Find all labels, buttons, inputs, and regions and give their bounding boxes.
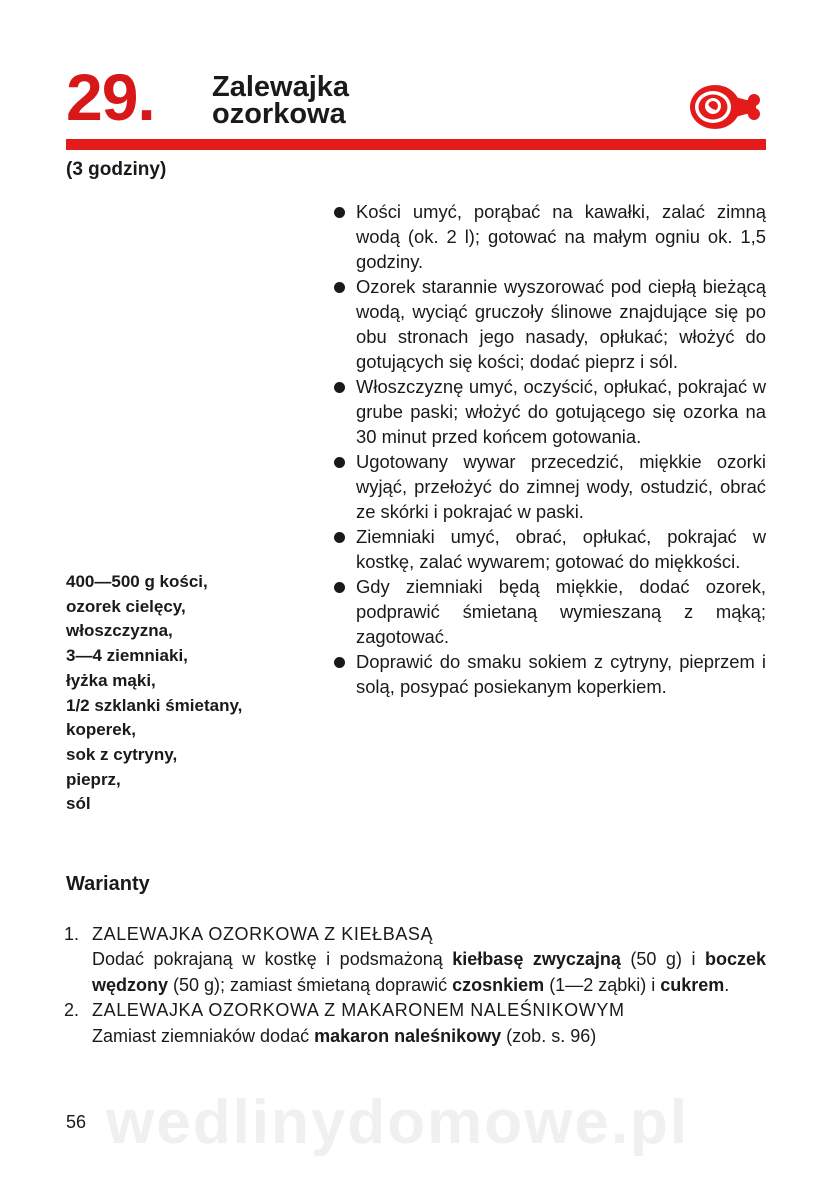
ingredient: pieprz, — [66, 769, 121, 789]
ingredient: 1/2 szklanki śmietany, — [66, 695, 243, 715]
recipe-title-line-1: Zalewajka — [212, 71, 350, 103]
ingredient: włoszczyzna, — [66, 621, 173, 641]
ingredient: 400—500 g kości, — [66, 572, 208, 591]
header-red-rule — [66, 139, 766, 150]
ingredient: sól — [66, 794, 91, 814]
variant-text: Zamiast ziemniaków dodać — [92, 1025, 315, 1046]
variant-text: (1—2 ząbki) i — [544, 974, 661, 995]
step-text: Gdy ziemniaki będą miękkie, dodać ozorek, podprawić śmietaną wymieszaną z mąką; zagotować. — [356, 576, 766, 647]
meat-leg-icon — [688, 80, 766, 132]
preparation-steps — [334, 199, 766, 699]
variant-number: 1. — [64, 924, 80, 944]
variant-text: Dodać pokrajaną w kostkę i podsmażoną — [92, 949, 453, 970]
step-text: Ziemniaki umyć, obrać, opłukać, pokrajać w kostkę, zalać wywarem; gotować do miękkości. — [356, 526, 766, 572]
step-item — [334, 649, 766, 699]
step-text: Ugotowany wywar przecedzić, miękkie ozorki wyjąć, przełożyć do zimnej wody, ostudzić, obrać ze skórki i pokrajać w paski. — [356, 451, 766, 522]
step-text: Włoszczyznę umyć, oczyścić, opłukać, pokrajać w grube paski; włożyć do gotującego się ozorka na 30 minut przed końcem gotowania. — [356, 376, 766, 447]
ingredient: sok z cytryny, — [66, 744, 178, 764]
variant-item — [64, 998, 766, 1049]
watermark: wedlinydomowe.pl — [106, 1088, 690, 1157]
variant-highlight: kiełbasę zwyczajną — [452, 949, 621, 970]
variant-text: (zob. s. 96) — [501, 1025, 597, 1046]
ingredients-list — [66, 570, 326, 817]
step-item — [334, 449, 766, 524]
variant-title: ZALEWAJKA OZORKOWA Z MAKARONEM NALEŚNIKOWYM — [92, 1000, 625, 1021]
ingredient: 3—4 ziemniaki, — [66, 646, 188, 666]
bullet-icon — [334, 282, 345, 293]
step-item — [334, 524, 766, 574]
step-text: Doprawić do smaku sokiem z cytryny, pieprzem i solą, posypać posiekanym koperkiem. — [356, 651, 766, 697]
ingredient: ozorek cielęcy, — [66, 596, 186, 616]
step-text: Ozorek starannie wyszorować pod ciepłą bieżącą wodą, wyciąć gruczoły ślinowe znajdujące się po obu stronach jego nasady, opłukać; włożyć do gotujących się kości; dodać pieprz i sól. — [356, 276, 766, 372]
recipe-number: 29. — [66, 60, 155, 134]
variant-item — [64, 922, 766, 998]
variant-highlight: czosnkiem — [452, 974, 545, 995]
page-number: 56 — [66, 1112, 87, 1132]
cooking-time: (3 godziny) — [66, 159, 167, 180]
ingredient: koperek, — [66, 720, 136, 740]
variant-title: ZALEWAJKA OZORKOWA Z KIEŁBASĄ — [92, 924, 434, 944]
bullet-icon — [334, 532, 345, 543]
recipe-title-line-2: ozorkowa — [212, 98, 346, 130]
variant-text: (50 g) i — [620, 949, 705, 970]
variant-highlight: boczek wędzony — [92, 949, 767, 995]
step-item — [334, 574, 766, 649]
variant-highlight: cukrem — [660, 974, 725, 995]
bullet-icon — [334, 207, 345, 218]
step-text: Kości umyć, porąbać na kawałki, zalać zimną wodą (ok. 2 l); gotować na małym ogniu ok. 1,5 godziny. — [356, 201, 766, 272]
bullet-icon — [334, 457, 345, 468]
variants-heading: Warianty — [66, 873, 150, 895]
step-item — [334, 199, 766, 274]
variant-description — [92, 947, 766, 998]
variant-number: 2. — [64, 1000, 80, 1021]
ingredient: łyżka mąki, — [66, 670, 156, 690]
variant-text: (50 g); zamiast śmietaną doprawić — [168, 974, 453, 995]
bullet-icon — [334, 382, 345, 393]
bullet-icon — [334, 657, 345, 668]
variants-list — [64, 922, 766, 1049]
step-item — [334, 374, 766, 449]
recipe-title — [212, 71, 350, 130]
bullet-icon — [334, 582, 345, 593]
step-item — [334, 274, 766, 374]
variant-highlight: makaron naleśnikowy — [314, 1025, 502, 1046]
variant-description — [92, 1024, 766, 1049]
variant-text: . — [724, 974, 730, 995]
